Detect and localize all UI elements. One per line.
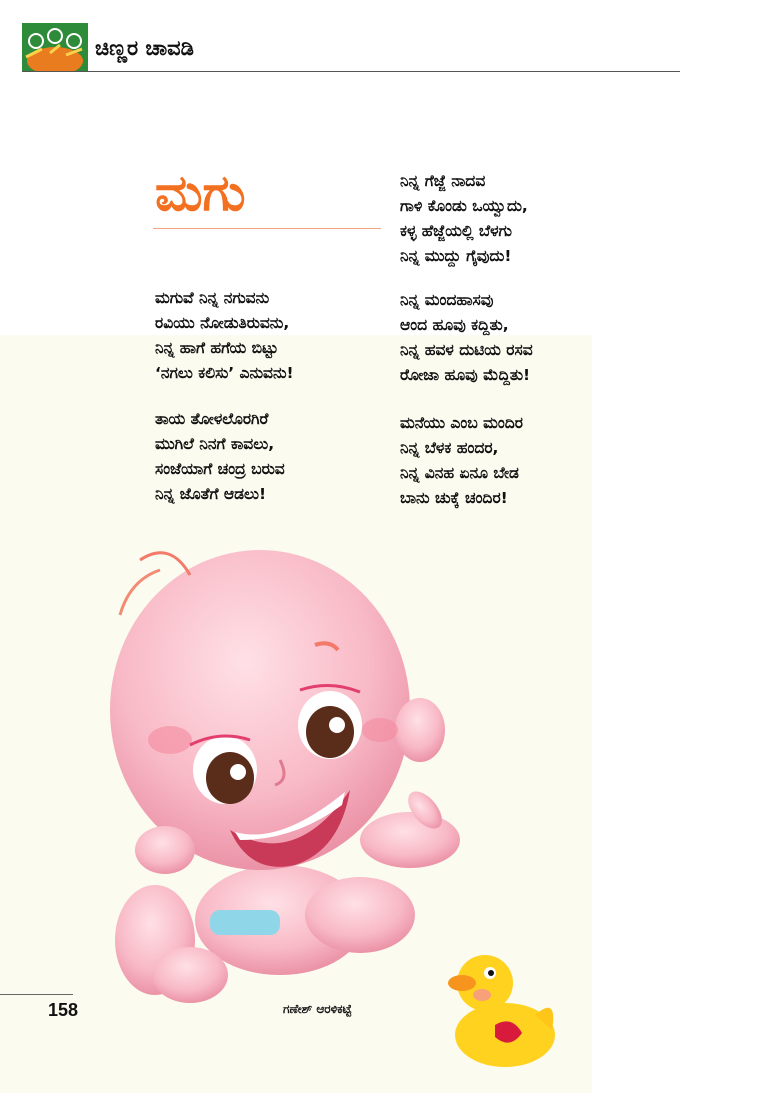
poem-line: ಮಗುವೆ ನಿನ್ನ ನಗುವನು <box>155 289 270 307</box>
poem-line: ಕಳ್ಳ ಹೆಜ್ಜೆಯಲ್ಲಿ ಬೆಳಗು <box>400 222 512 240</box>
stanza-right-3 <box>400 411 523 511</box>
poem-line: ಮನೆಯು ಎಂಬ ಮಂದಿರ <box>400 414 523 432</box>
poem-line: ನಿನ್ನ ಮುದ್ದು ಗೈವುದು! <box>400 247 512 265</box>
poem-line: ನಿನ್ನ ವಿನಹ ಏನೂ ಬೇಡ <box>400 464 519 482</box>
baby-illustration <box>80 520 480 1010</box>
stanza-left-1 <box>155 286 294 386</box>
poem-line: ನಿನ್ನ ಮಂದಹಾಸವು <box>400 291 494 309</box>
poem-line: ಗಾಳಿ ಕೊಂಡು ಒಯ್ವುದು, <box>400 197 528 215</box>
poem-line: ನಿನ್ನ ಹವಳ ದುಟಿಯ ರಸವ <box>400 341 533 359</box>
stanza-right-1 <box>400 169 528 269</box>
poem-author: ಗಣೇಶ್ ಆರಳಿಕಟ್ಟೆ <box>283 1002 352 1016</box>
poem-title: ಮಗು <box>155 164 246 222</box>
poem-line: ರೋಜಾ ಹೂವು ಮೆದ್ದಿತು! <box>400 366 531 384</box>
stanza-left-2 <box>155 407 285 507</box>
page-number-rule <box>0 994 73 995</box>
poem-line: ‘ನಗಲು ಕಲಿಸು’ ಎನುವನು! <box>155 364 294 382</box>
title-divider <box>153 228 381 229</box>
poem-line: ನಿನ್ನ ಹಾಗೆ ಹಗೆಯ ಬಿಟ್ಟು <box>155 339 279 357</box>
section-logo-icon <box>22 23 88 71</box>
page-number: 158 <box>48 1000 79 1020</box>
header-divider <box>22 71 680 72</box>
poem-line: ರವಿಯು ನೋಡುತಿರುವನು, <box>155 314 290 332</box>
poem-line: ನಿನ್ನ ಜೊತೆಗೆ ಆಡಲು! <box>155 485 267 503</box>
rubber-duck-illustration <box>440 945 560 1070</box>
poem-line: ತಾಯ ತೋಳಲೊರಗಿರೆ <box>155 410 269 428</box>
section-title: ಚಿಣ್ಣರ ಚಾವಡಿ <box>95 36 194 60</box>
stanza-right-2 <box>400 288 533 388</box>
poem-line: ಬಾನು ಚುಕ್ಕೆ ಚಂದಿರ! <box>400 489 508 507</box>
poem-line: ನಿನ್ನ ಗೆಜ್ಜೆ ನಾದವ <box>400 172 486 190</box>
poem-line: ಆಂದ ಹೂವು ಕದ್ದಿತು, <box>400 316 509 334</box>
poem-line: ಮುಗಿಲೆ ನಿನಗೆ ಕಾವಲು, <box>155 435 275 453</box>
poem-line: ನಿನ್ನ ಬೆಳಕ ಹಂದರ, <box>400 439 499 457</box>
poem-line: ಸಂಜೆಯಾಗೆ ಚಂದ್ರ ಬರುವ <box>155 460 285 478</box>
